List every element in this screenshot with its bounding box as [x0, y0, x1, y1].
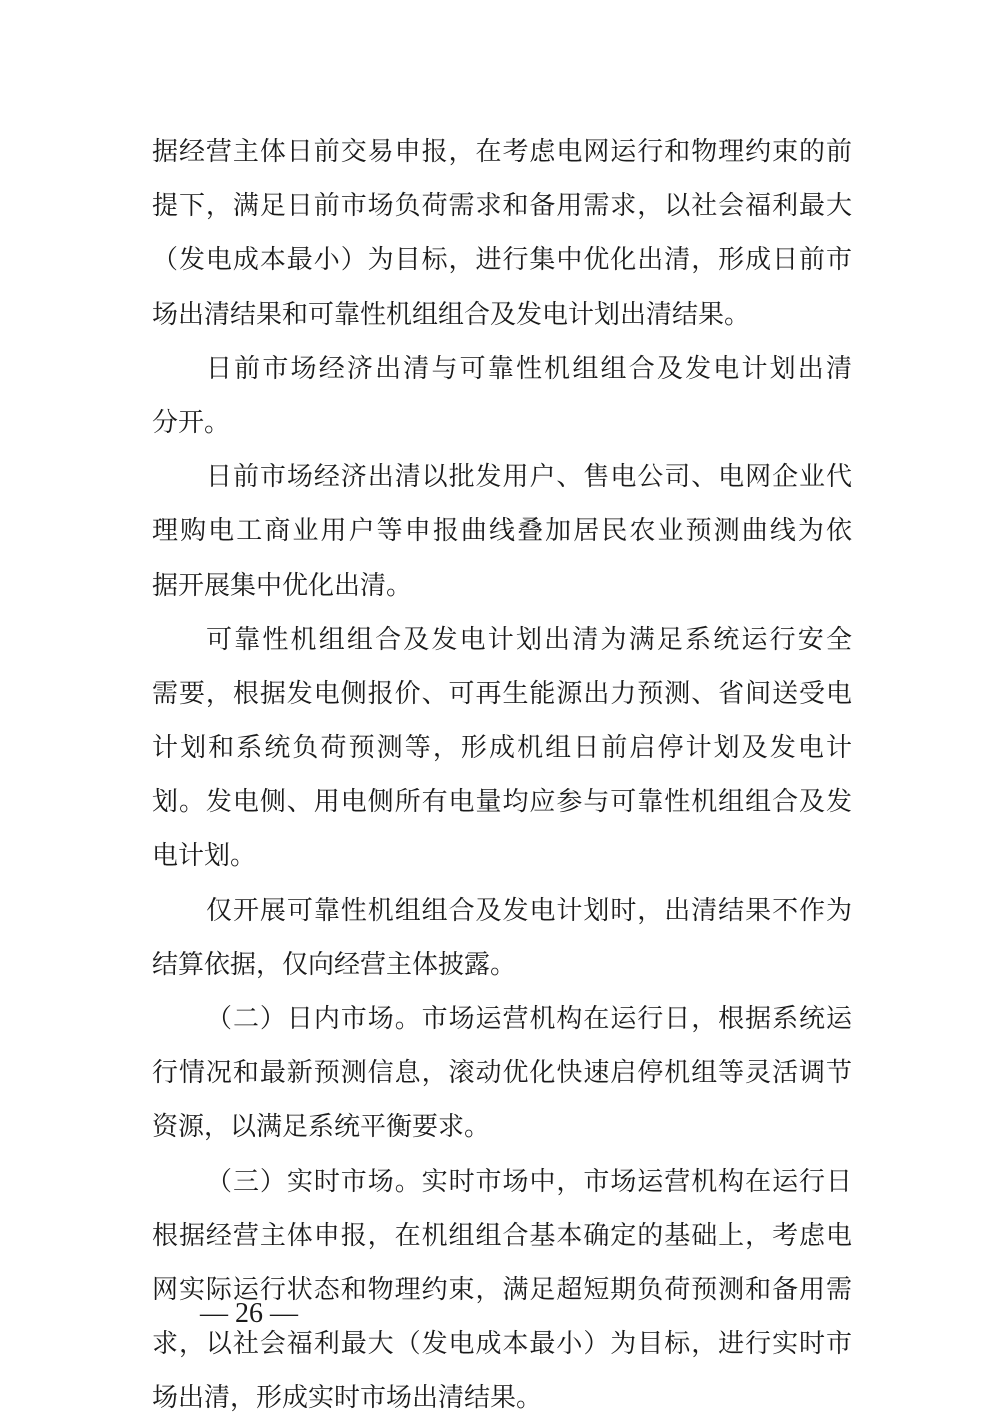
text-line: 划。发电侧、用电侧所有电量均应参与可靠性机组组合及发 [152, 787, 852, 818]
text-line: 据开展集中优化出清。 [152, 570, 413, 601]
text-line: 日前市场经济出清与可靠性机组组合及发电计划出清 [206, 353, 852, 384]
document-body [152, 125, 852, 1426]
text-line: 场出清，形成实时市场出清结果。 [152, 1383, 543, 1414]
text-line: 据经营主体日前交易申报，在考虑电网运行和物理约束的前 [152, 137, 852, 167]
page-number: — 26 — [200, 1298, 298, 1329]
text-line: 需要，根据发电侧报价、可再生能源出力预测、省间送受电 [152, 678, 852, 709]
text-line: 网实际运行状态和物理约束，满足超短期负荷预测和备用需 [152, 1274, 852, 1305]
text-line: 理购电工商业用户等申报曲线叠加居民农业预测曲线为依 [152, 516, 852, 547]
text-line: 日前市场经济出清以批发用户、售电公司、电网企业代 [206, 462, 852, 493]
text-line: 提下，满足日前市场负荷需求和备用需求，以社会福利最大 [152, 191, 852, 222]
text-line: 可靠性机组组合及发电计划出清为满足系统运行安全 [206, 624, 852, 655]
text-line: 资源，以满足系统平衡要求。 [152, 1112, 491, 1143]
text-line: 场出清结果和可靠性机组组合及发电计划出清结果。 [152, 299, 751, 330]
text-line: （发电成本最小）为目标，进行集中优化出清，形成日前市 [152, 245, 852, 276]
text-line: 行情况和最新预测信息，滚动优化快速启停机组等灵活调节 [152, 1058, 852, 1089]
text-line: 仅开展可靠性机组组合及发电计划时，出清结果不作为 [206, 895, 852, 926]
text-line: （三）实时市场。实时市场中，市场运营机构在运行日 [206, 1166, 852, 1197]
text-line: 计划和系统负荷预测等，形成机组日前启停计划及发电计 [152, 733, 852, 764]
text-line: 根据经营主体申报，在机组组合基本确定的基础上，考虑电 [152, 1220, 852, 1251]
text-line: 分开。 [152, 407, 231, 438]
text-line: （二）日内市场。市场运营机构在运行日，根据系统运 [206, 1004, 852, 1034]
text-line: 求，以社会福利最大（发电成本最小）为目标，进行实时市 [152, 1329, 852, 1360]
text-line: 电计划。 [152, 841, 257, 872]
text-line: 结算依据，仅向经营主体披露。 [152, 949, 517, 980]
